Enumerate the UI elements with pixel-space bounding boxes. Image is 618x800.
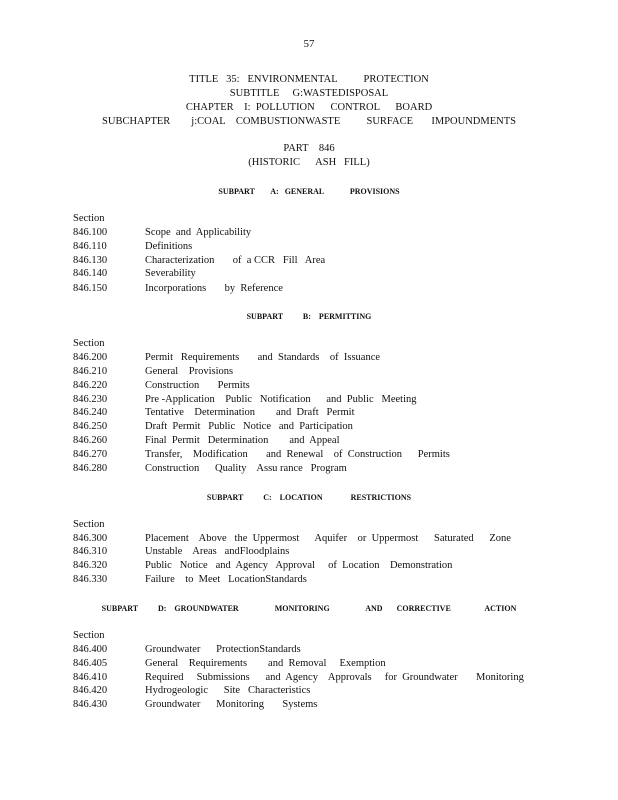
section-number: 846.270 — [73, 449, 108, 460]
section-title: Final Permit Determination and Appeal — [145, 435, 340, 446]
section-number: 846.400 — [73, 644, 108, 655]
section-number: 846.330 — [73, 574, 108, 585]
section-number: 846.430 — [73, 699, 108, 710]
section-title: Groundwater Monitoring Systems — [145, 699, 318, 710]
section-label: Section — [73, 338, 105, 349]
chapter-line: CHAPTER I: POLLUTION CONTROL BOARD — [185, 102, 433, 113]
subpart-a-heading: SUBPART A: GENERAL PROVISIONS — [218, 187, 400, 196]
section-label: Section — [73, 630, 105, 641]
section-title: Pre -Application Public Notification and Public Meeting — [145, 394, 417, 405]
section-number: 846.100 — [73, 227, 108, 238]
subpart-b-heading: SUBPART B: PERMITTING — [246, 312, 372, 321]
subchapter-line: SUBCHAPTER j:COAL COMBUSTIONWASTE SURFACE IMPOUNDMENTS — [102, 116, 516, 127]
section-number: 846.310 — [73, 546, 108, 557]
subpart-c-heading: SUBPART C: LOCATION RESTRICTIONS — [206, 493, 412, 502]
section-number: 846.260 — [73, 435, 108, 446]
section-number: 846.280 — [73, 463, 108, 474]
section-title: Severability — [145, 268, 196, 279]
part-name: (HISTORIC ASH FILL) — [248, 157, 370, 168]
section-number: 846.250 — [73, 421, 108, 432]
section-title: Definitions — [145, 241, 193, 252]
section-number: 846.200 — [73, 352, 108, 363]
section-title: Incorporations by Reference — [145, 283, 283, 294]
section-number: 846.410 — [73, 672, 108, 683]
section-number: 846.150 — [73, 283, 108, 294]
section-title: Unstable Areas andFloodplains — [145, 546, 290, 557]
section-number: 846.240 — [73, 407, 108, 418]
section-number: 846.210 — [73, 366, 108, 377]
section-number: 846.405 — [73, 658, 108, 669]
title-line: TITLE 35: ENVIRONMENTAL PROTECTION — [189, 74, 429, 85]
section-title: Construction Quality Assu rance Program — [145, 463, 347, 474]
section-number: 846.220 — [73, 380, 108, 391]
section-title: Transfer, Modification and Renewal of Construction Permits — [145, 449, 450, 460]
section-number: 846.110 — [73, 241, 107, 252]
section-number: 846.140 — [73, 268, 108, 279]
section-title: Placement Above the Uppermost Aquifer or Uppermost Saturated Zone — [145, 533, 511, 544]
section-title: Hydrogeologic Site Characteristics — [145, 685, 311, 696]
section-title: Tentative Determination and Draft Permit — [145, 407, 355, 418]
section-title: Construction Permits — [145, 380, 250, 391]
section-title: Scope and Applicability — [145, 227, 252, 238]
section-title: General Provisions — [145, 366, 234, 377]
section-title: General Requirements and Removal Exemption — [145, 658, 386, 669]
section-number: 846.230 — [73, 394, 108, 405]
section-title: Groundwater ProtectionStandards — [145, 644, 301, 655]
section-title: Draft Permit Public Notice and Participation — [145, 421, 353, 432]
section-title: Required Submissions and Agency Approvals for Groundwater Monitoring — [145, 672, 524, 683]
section-number: 846.420 — [73, 685, 108, 696]
section-title: Public Notice and Agency Approval of Location Demonstration — [145, 560, 453, 571]
section-label: Section — [73, 213, 105, 224]
section-title: Characterization of a CCR Fill Area — [145, 255, 326, 266]
page-number: 57 — [303, 38, 315, 50]
section-label: Section — [73, 519, 105, 530]
section-number: 846.320 — [73, 560, 108, 571]
section-number: 846.130 — [73, 255, 108, 266]
section-title: Failure to Meet LocationStandards — [145, 574, 307, 585]
section-title: Permit Requirements and Standards of Issuance — [145, 352, 381, 363]
subpart-d-heading: SUBPART D: GROUNDWATER MONITORING AND CORRECTIVE ACTION — [101, 604, 517, 613]
part-number: PART 846 — [283, 143, 335, 154]
subtitle-line: SUBTITLE G:WASTEDISPOSAL — [229, 88, 389, 99]
section-number: 846.300 — [73, 533, 108, 544]
